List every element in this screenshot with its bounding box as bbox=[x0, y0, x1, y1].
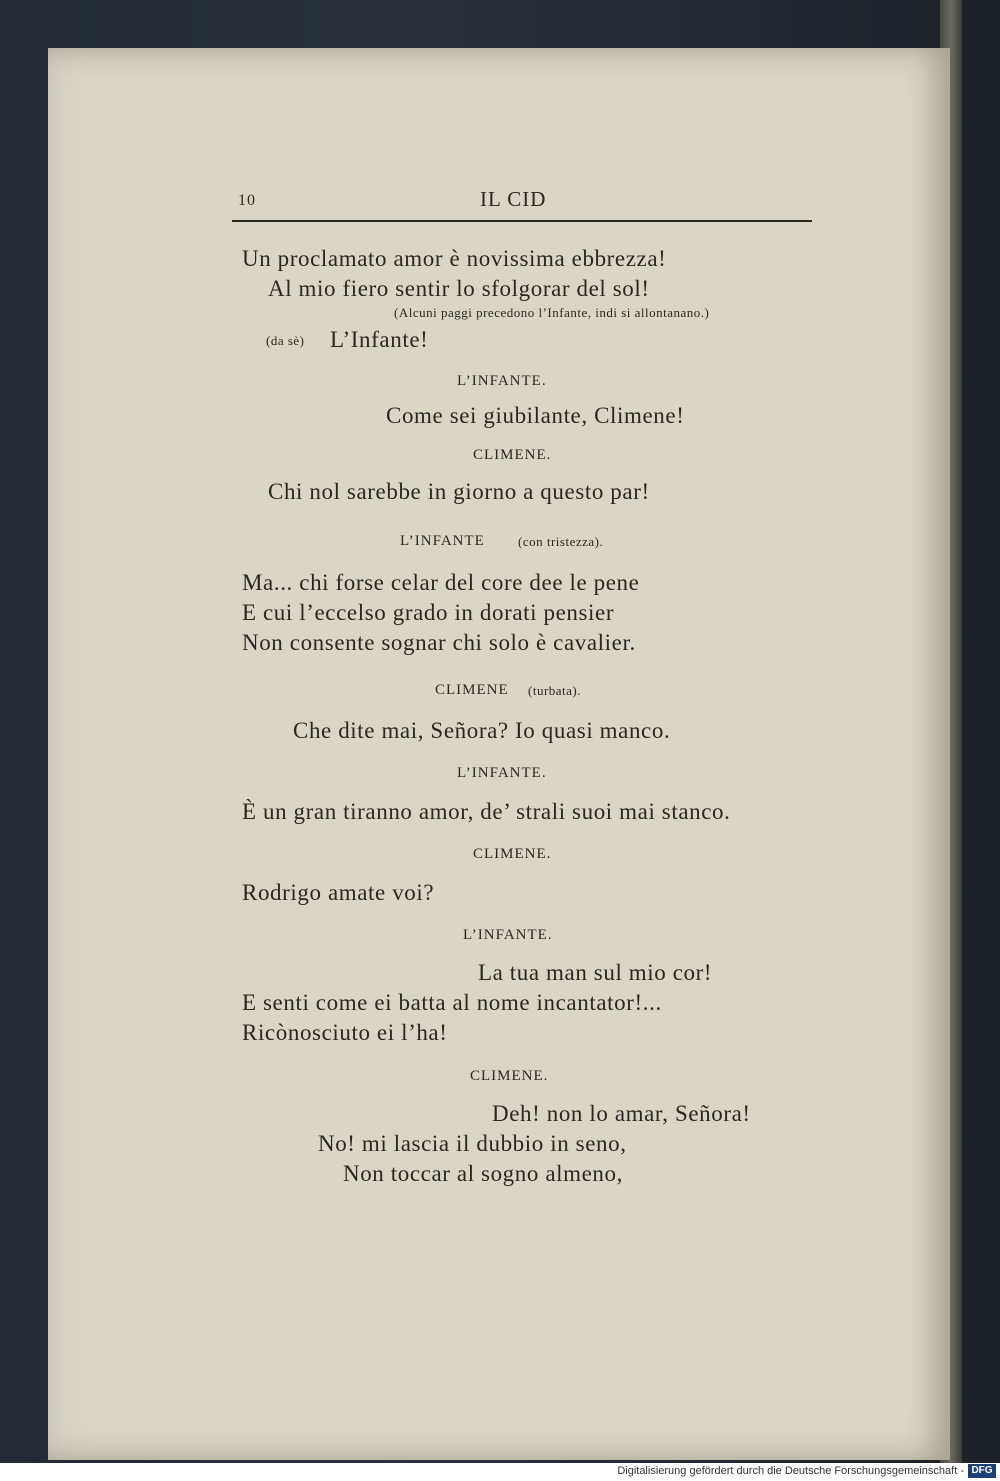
verse-line: È un gran tiranno amor, de’ strali suoi mai stanco. bbox=[242, 799, 731, 824]
verse-line: Non toccar al sogno almeno, bbox=[343, 1161, 623, 1186]
stage-direction: (con tristezza). bbox=[518, 534, 604, 549]
verse-line: Come sei giubilante, Climene! bbox=[386, 403, 685, 428]
verse-line: Ma... chi forse celar del core dee le pene bbox=[242, 570, 640, 595]
page-number: 10 bbox=[238, 192, 256, 209]
verse-line: Deh! non lo amar, Señora! bbox=[492, 1101, 751, 1126]
verse-line: Un proclamato amor è novissima ebbrezza! bbox=[242, 246, 667, 271]
speaker-name: L’INFANTE. bbox=[457, 373, 547, 389]
verse-line: E senti come ei batta al nome incantator!... bbox=[242, 990, 662, 1015]
running-title: IL CID bbox=[480, 187, 547, 211]
speaker-name: CLIMENE. bbox=[473, 447, 552, 463]
verse-line: Ricònosciuto ei l’ha! bbox=[242, 1020, 448, 1045]
verse-line: Che dite mai, Señora? Io quasi manco. bbox=[293, 718, 671, 743]
speaker-name: L’INFANTE. bbox=[463, 927, 553, 943]
verse-line: L’Infante! bbox=[330, 327, 429, 352]
verse-line: Chi nol sarebbe in giorno a questo par! bbox=[268, 479, 650, 504]
verse-line: Al mio fiero sentir lo sfolgorar del sol! bbox=[268, 276, 650, 301]
verse-line: Rodrigo amate voi? bbox=[242, 880, 435, 905]
verse-line: E cui l’eccelso grado in dorati pensier bbox=[242, 600, 615, 625]
speaker-name: CLIMENE bbox=[435, 682, 509, 698]
footer-credit: Digitalisierung gefördert durch die Deutsche Forschungsgemeinschaft - bbox=[617, 1465, 964, 1477]
speaker-name: CLIMENE. bbox=[470, 1068, 549, 1084]
speaker-name: L’INFANTE. bbox=[457, 765, 547, 781]
stage-direction: (turbata). bbox=[528, 683, 582, 698]
dfg-logo: DFG bbox=[968, 1464, 996, 1478]
speaker-name: CLIMENE. bbox=[473, 846, 552, 862]
verse-line: Non consente sognar chi solo è cavalier. bbox=[242, 630, 636, 655]
stage-direction: (da sè) bbox=[266, 333, 305, 348]
stage-direction: (Alcuni paggi precedono l’Infante, indi si allontanano.) bbox=[394, 305, 710, 320]
header-rule bbox=[232, 220, 812, 222]
verse-line: La tua man sul mio cor! bbox=[478, 960, 713, 985]
speaker-name: L’INFANTE bbox=[400, 533, 485, 549]
verse-line: No! mi lascia il dubbio in seno, bbox=[318, 1131, 627, 1156]
